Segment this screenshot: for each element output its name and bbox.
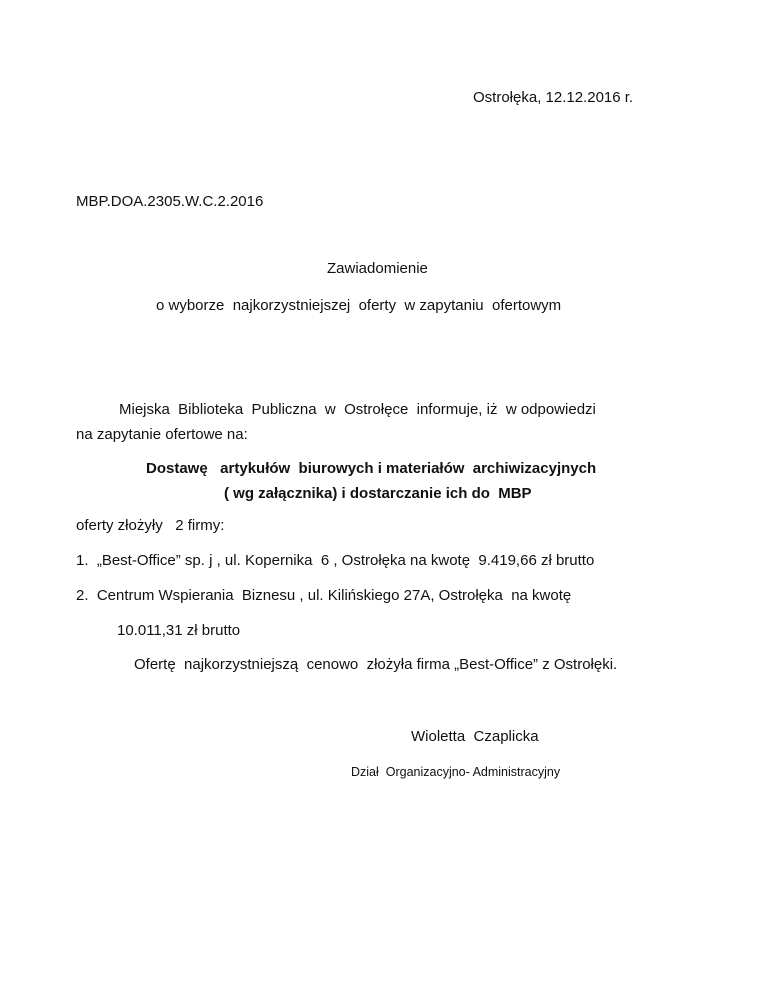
order-subject-line-1: Dostawę artykułów biurowych i materiałów archiwizacyjnych bbox=[146, 460, 597, 477]
offer-item-2-amount: 10.011,31 zł brutto bbox=[117, 622, 241, 639]
conclusion-paragraph: Ofertę najkorzystniejszą cenowo złożyła firma „Best-Office” z Ostrołęki. bbox=[134, 656, 618, 673]
offer-item-1: 1. „Best-Office” sp. j , ul. Kopernika 6 , Ostrołęka na kwotę 9.419,66 zł brutto bbox=[76, 552, 595, 569]
offer-item-2: 2. Centrum Wspierania Biznesu , ul. Kilińskiego 27A, Ostrołęka na kwotę bbox=[76, 587, 572, 604]
order-subject-line-2: ( wg załącznika) i dostarczanie ich do MBP bbox=[224, 485, 532, 502]
document-title: Zawiadomienie bbox=[327, 260, 428, 277]
signer-name: Wioletta Czaplicka bbox=[411, 728, 539, 745]
signer-department: Dział Organizacyjno- Administracyjny bbox=[351, 765, 561, 779]
intro-paragraph-line-1: Miejska Biblioteka Publiczna w Ostrołęce informuje, iż w odpowiedzi bbox=[119, 401, 596, 418]
place-date: Ostrołęka, 12.12.2016 r. bbox=[473, 89, 634, 106]
document-subtitle: o wyborze najkorzystniejszej oferty w zapytaniu ofertowym bbox=[156, 297, 562, 314]
intro-paragraph-line-2: na zapytanie ofertowe na: bbox=[76, 426, 248, 443]
offers-count: oferty złożyły 2 firmy: bbox=[76, 517, 225, 534]
reference-number: MBP.DOA.2305.W.C.2.2016 bbox=[76, 193, 264, 210]
